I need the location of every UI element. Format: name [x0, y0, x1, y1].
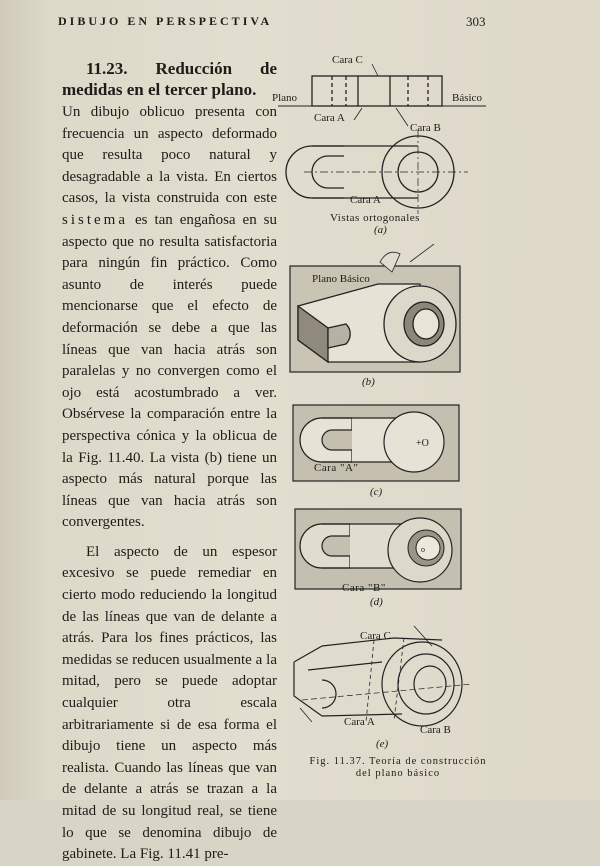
fig-a-cara-a-top: Cara A [314, 112, 345, 124]
fig-a-plano: Plano [272, 92, 298, 104]
figure-d [294, 508, 464, 606]
fig-a-basico: Básico [452, 92, 482, 104]
fig-a-cara-a: Cara A [350, 194, 381, 206]
fig-b-sublabel: (b) [362, 376, 375, 388]
fig-d-sublabel: (d) [370, 596, 383, 608]
figure-e [282, 618, 482, 748]
fig-e-cara-a: Cara A [344, 716, 375, 728]
emphasis-sistema: sistema [62, 211, 128, 228]
fig-a-cara-b: Cara B [410, 122, 441, 134]
fig-a-sublabel: (a) [374, 224, 387, 236]
figure-c [292, 404, 462, 500]
paragraph-1-part-2: es tan engañosa en su aspecto que no resulta satisfactoria para ningún fin práctico. Como asunto de interés puede mencionarse que el efecto de deformación se debe a que las líneas que van hacia atrás son paralelas y no convergen como el ojo está acostumbrado a ver. Obsérvese la comparación entre la perspectiva cónica y la oblicua de la Fig. 11.40. La vista (b) tiene un aspecto más natural porque las líneas que van hacia atrás son convergentes. [62, 211, 277, 531]
paragraph-1 [62, 102, 277, 534]
paragraph-2: El aspecto de un espesor excesivo se puede remediar en cierto modo reduciendo la longitud de las líneas que van de delante a atrás. Para los fines prácticos, las medidas se reducen usualmente a la mitad, pero se puede adoptar cualquier otra escala arbitrariamente si de esa forma el dibujo tiene un aspecto más realista. Cuando las líneas que van de delante a atrás se trazan a la mitad de su longitud real, se tiene lo que se denomina dibujo de gabinete. La Fig. 11.41 pre- [62, 543, 277, 863]
running-head: DIBUJO EN PERSPECTIVA [58, 14, 273, 28]
svg-text:o: o [421, 545, 425, 554]
fig-d-label: Cara "B" [342, 582, 386, 594]
fig-e-sublabel: (e) [376, 738, 389, 750]
svg-text:+O: +O [416, 438, 429, 449]
fig-c-label: Cara "A" [314, 462, 359, 474]
figure-caption: Fig. 11.37. Teoría de construcción del plano básico [309, 756, 487, 779]
page-number: 303 [466, 14, 486, 29]
text-column [62, 58, 277, 866]
fig-a-vistas: Vistas ortogonales [330, 212, 420, 224]
fig-e-cara-c: Cara C [360, 630, 391, 642]
fig-a-cara-c: Cara C [332, 54, 363, 66]
paragraph-1-part-1: Un dibujo oblicuo presenta con frecuencia un aspecto deformado que resulta poco natural y desagradable a la vista. En ciertos casos, la vista construida con este [62, 104, 277, 207]
section-title: 11.23. Reducción de medidas en el tercer plano. [62, 59, 277, 99]
figure-a [268, 50, 498, 240]
figure-b-drawing [288, 244, 464, 390]
fig-b-plano-basico: Plano Básico [312, 273, 370, 285]
fig-c-sublabel: (c) [370, 486, 383, 498]
fig-e-cara-b: Cara B [420, 724, 451, 736]
figure-b [288, 244, 464, 390]
body-text [62, 102, 277, 866]
